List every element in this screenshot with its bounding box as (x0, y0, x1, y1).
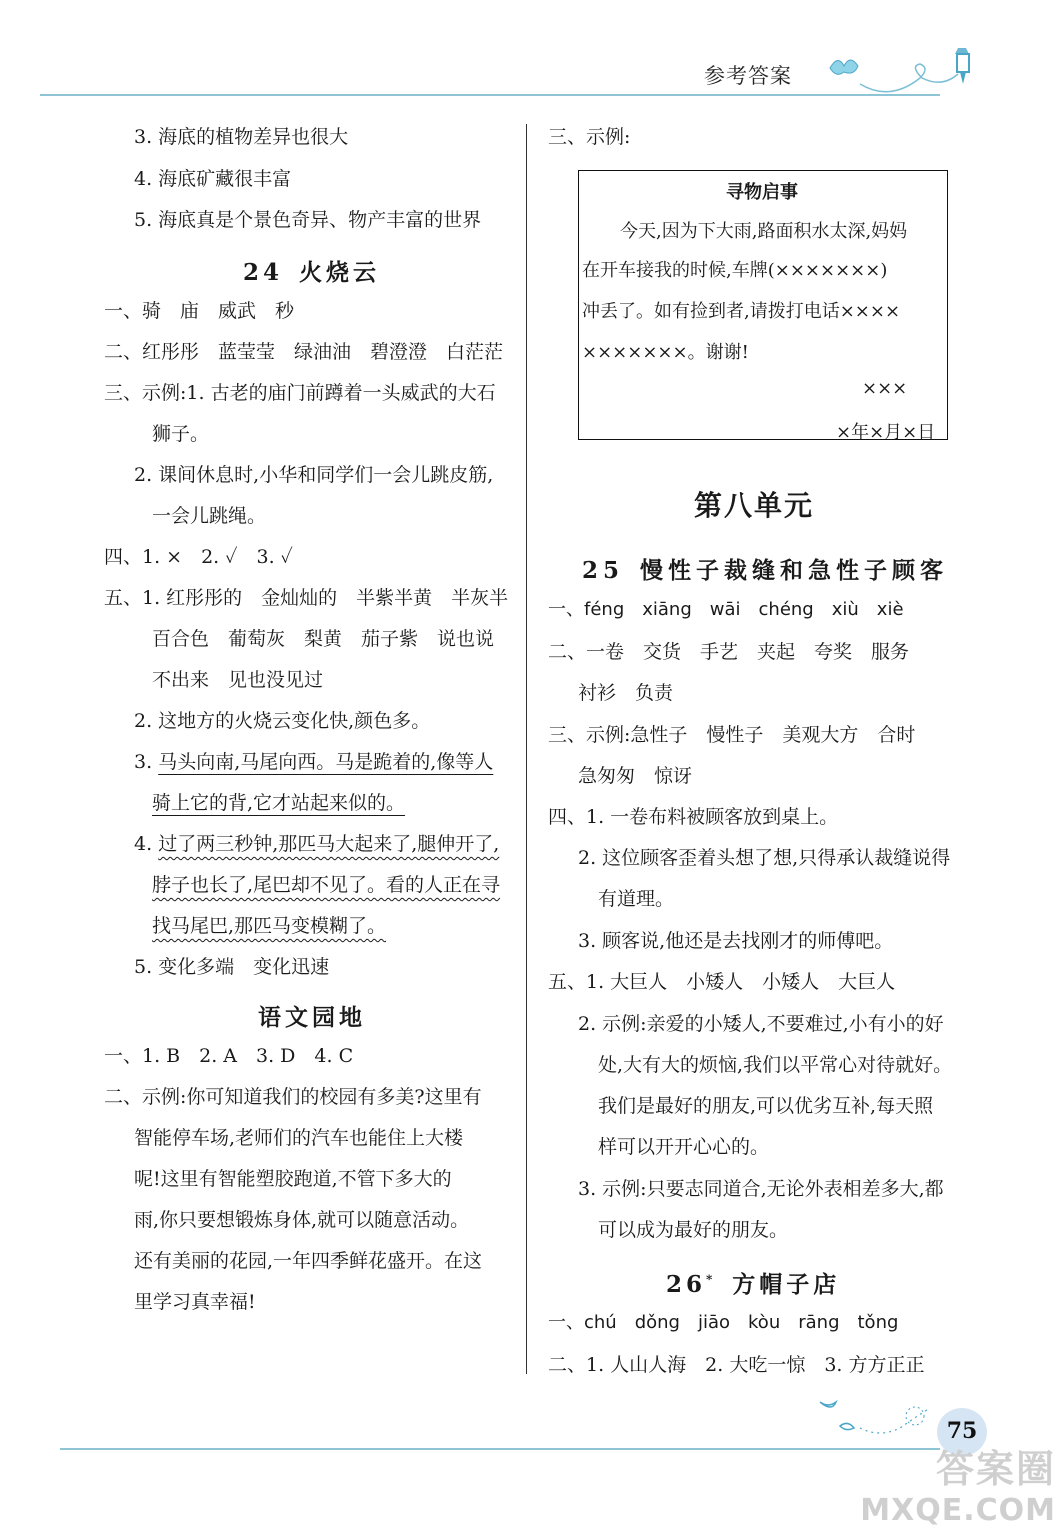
answer-line (134, 835, 499, 854)
answer-line: 有道理。 (598, 888, 675, 910)
lesson-heading-26 (666, 1266, 840, 1299)
footer-rule (60, 1448, 940, 1450)
answer-line: 二、红彤彤 蓝莹莹 绿油油 碧澄澄 白茫茫 (104, 341, 504, 363)
answer-line: 一、骑 庙 威武 秒 (104, 300, 295, 322)
section-heading-garden: 语文园地 (258, 1004, 366, 1031)
answer-line: 五、1. 红彤彤的 金灿灿的 半紫半黄 半灰半 (104, 587, 509, 609)
header-title: 参考答案 (704, 64, 792, 88)
answer-line: 一会儿跳绳。 (152, 505, 267, 527)
answer-line: 样可以开开心心的。 (598, 1136, 770, 1158)
answer-line: 里学习真幸福! (134, 1291, 256, 1313)
answer-line: 5. 变化多端 变化迅速 (134, 956, 330, 978)
watermark-line: 答案圈 (935, 1447, 1056, 1491)
answer-line: 还有美丽的花园,一年四季鲜花盛开。在这 (134, 1250, 483, 1272)
bird-trail-icon (810, 1392, 940, 1442)
answer-line: 雨,你只要想锻炼身体,就可以随意活动。 (134, 1209, 470, 1231)
answer-line: 衬衫 负责 (578, 682, 674, 704)
column-divider (526, 124, 527, 1374)
lesson-heading-24 (243, 254, 380, 287)
answer-line: 3. 海底的植物差异也很大 (134, 126, 349, 148)
answer-line: 三、示例:1. 古老的庙门前蹲着一头威武的大石 (104, 382, 496, 404)
item-number: 3. (134, 751, 153, 773)
wavy-underlined-text: 过了两三秒钟,那匹马大起来了,腿伸开了, (158, 833, 500, 855)
lesson-number: 25 (582, 557, 625, 584)
answer-line: 不出来 见也没见过 (152, 669, 324, 691)
answer-line: 百合色 葡萄灰 梨黄 茄子紫 说也说 (152, 628, 495, 650)
answer-line: 智能停车场,老师们的汽车也能住上大楼 (134, 1127, 464, 1149)
lesson-title: 火烧云 (299, 259, 381, 286)
answer-line: 处,大有大的烦恼,我们以平常心对待就好。 (598, 1054, 953, 1076)
answer-line: 狮子。 (152, 423, 210, 445)
lesson-title: 慢性子裁缝和急性子顾客 (640, 557, 949, 584)
notice-line: ×××××××。谢谢! (582, 342, 749, 363)
answer-line: 我们是最好的朋友,可以优劣互补,每天照 (598, 1095, 934, 1117)
answer-line: 一、chú dǒng jiāo kòu rāng tǒng (548, 1312, 899, 1333)
answer-line: 4. 海底矿藏很丰富 (134, 168, 292, 190)
watermark (860, 1438, 1056, 1528)
wavy-underlined-text: 找马尾巴,那匹马变模糊了。 (152, 915, 387, 937)
answer-line: 3. 示例:只要志同道合,无论外表相差多大,都 (578, 1178, 944, 1200)
answer-line: 可以成为最好的朋友。 (598, 1219, 789, 1241)
answer-line: 三、示例: (548, 126, 631, 148)
answer-line: 五、1. 大巨人 小矮人 小矮人 大巨人 (548, 971, 896, 993)
underlined-text: 马头向南,马尾向西。马是跪着的,像等人 (158, 751, 494, 773)
answer-line: 急匆匆 惊讶 (578, 765, 693, 787)
answer-line: 二、一卷 交货 手艺 夹起 夸奖 服务 (548, 641, 910, 663)
underlined-text: 骑上它的背,它才站起来似的。 (152, 792, 406, 814)
answer-line (134, 753, 493, 772)
answer-line: 二、示例:你可知道我们的校园有多美?这里有 (104, 1086, 482, 1108)
notice-line: 冲丢了。如有捡到者,请拨打电话×××× (582, 301, 901, 322)
answer-line: 3. 顾客说,他还是去找刚才的师傅吧。 (578, 930, 894, 952)
answer-line: 2. 这地方的火烧云变化快,颜色多。 (134, 710, 431, 732)
lesson-title: 方帽子店 (732, 1271, 841, 1298)
notice-line: 在开车接我的时候,车牌(×××××××) (582, 260, 888, 281)
answer-line: 三、示例:急性子 慢性子 美观大方 合时 (548, 724, 916, 746)
lesson-star: * (706, 1272, 717, 1287)
answer-line: 2. 示例:亲爱的小矮人,不要难过,小有小的好 (578, 1013, 944, 1035)
answer-line: 二、1. 人山人海 2. 大吃一惊 3. 方方正正 (548, 1354, 925, 1376)
notice-date: ×年×月×日 (836, 422, 936, 443)
unit-title: 第八单元 (694, 489, 815, 522)
answer-line: 四、1. 一卷布料被顾客放到桌上。 (548, 806, 839, 828)
notice-line: 今天,因为下大雨,路面积水太深,妈妈 (620, 221, 908, 242)
answer-line: 一、féng xiāng wāi chéng xiù xiè (548, 599, 904, 620)
page-number: 75 (946, 1418, 978, 1444)
notice-title: 寻物启事 (726, 182, 798, 203)
answer-line: 四、1. × 2. ✓ 3. ✓ (104, 546, 293, 568)
item-number: 4. (134, 833, 153, 855)
lesson-number: 26 (666, 1271, 707, 1298)
answer-line: 5. 海底真是个景色奇异、物产丰富的世界 (134, 209, 482, 231)
answer-line: 一、1. B 2. A 3. D 4. C (104, 1045, 354, 1067)
wavy-underlined-text: 脖子也长了,尾巴却不见了。看的人正在寻 (152, 874, 501, 896)
notice-signature: ××× (862, 378, 908, 399)
header-rule (40, 94, 940, 96)
answer-line: 呢!这里有智能塑胶跑道,不管下多大的 (134, 1168, 452, 1190)
answer-line: 2. 课间休息时,小华和同学们一会儿跳皮筋, (134, 464, 494, 486)
lesson-number: 24 (243, 259, 284, 286)
butterfly-lamp-icon (800, 40, 980, 100)
watermark-line: MXQE.COM (860, 1493, 1056, 1528)
answer-line: 2. 这位顾客歪着头想了想,只得承认裁缝说得 (578, 847, 951, 869)
lesson-heading-25 (582, 552, 948, 585)
